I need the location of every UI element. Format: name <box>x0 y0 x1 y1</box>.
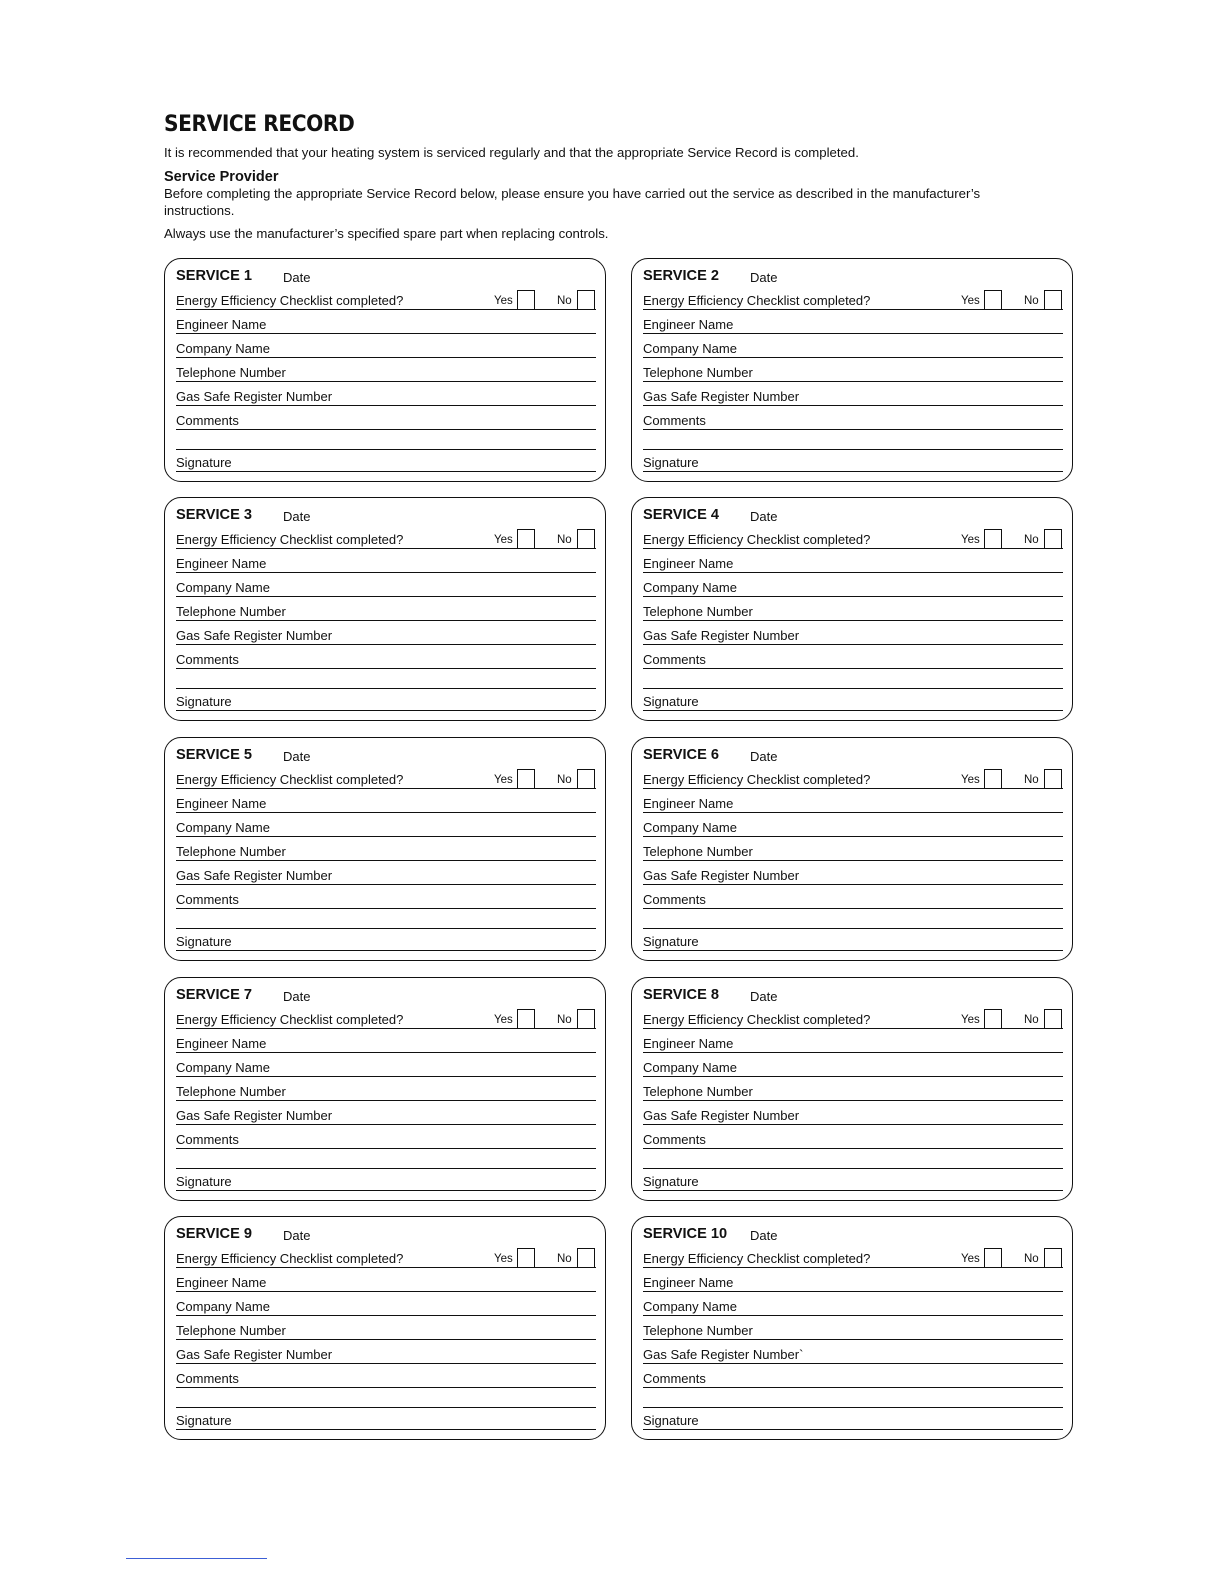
yes-label: Yes <box>961 1014 980 1026</box>
comments-label: Comments <box>643 413 706 428</box>
yes-label: Yes <box>494 1014 513 1026</box>
engineer-name-label: Engineer Name <box>176 1036 267 1051</box>
service-number-label: SERVICE 9 <box>176 1226 252 1242</box>
no-label: No <box>1024 1253 1039 1265</box>
telephone-number-field[interactable] <box>643 843 1063 861</box>
company-name-label: Company Name <box>176 341 270 356</box>
company-name-field[interactable] <box>176 819 596 837</box>
signature-field[interactable] <box>643 454 1063 472</box>
engineer-name-field[interactable] <box>176 1035 596 1053</box>
comments-label: Comments <box>643 1371 706 1386</box>
no-checkbox[interactable] <box>577 1009 595 1028</box>
service-number-label: SERVICE 4 <box>643 507 719 523</box>
engineer-name-label: Engineer Name <box>176 796 267 811</box>
no-label: No <box>557 774 572 786</box>
signature-label: Signature <box>643 455 699 470</box>
date-label: Date <box>283 989 311 1004</box>
service-header <box>643 268 1063 284</box>
telephone-number-label: Telephone Number <box>176 844 286 859</box>
service-header <box>176 747 596 763</box>
yes-label: Yes <box>494 534 513 546</box>
telephone-number-label: Telephone Number <box>643 604 753 619</box>
signature-field[interactable] <box>643 933 1063 951</box>
yes-label: Yes <box>494 295 513 307</box>
comments-continuation-line[interactable] <box>643 1168 1063 1169</box>
yes-label: Yes <box>961 1253 980 1265</box>
checklist-row <box>643 292 1063 310</box>
comments-label: Comments <box>176 1371 239 1386</box>
engineer-name-label: Engineer Name <box>643 556 734 571</box>
yes-label: Yes <box>961 774 980 786</box>
engineer-name-label: Engineer Name <box>643 796 734 811</box>
service-record-box <box>164 737 606 961</box>
service-provider-heading: Service Provider <box>164 169 279 185</box>
comments-field[interactable] <box>176 1370 596 1388</box>
service-number-label: SERVICE 10 <box>643 1226 728 1242</box>
service-record-box <box>164 977 606 1201</box>
yes-checkbox[interactable] <box>517 769 535 788</box>
checklist-row <box>176 771 596 789</box>
no-label: No <box>1024 1014 1039 1026</box>
company-name-field[interactable] <box>643 340 1063 358</box>
gas-safe-register-field[interactable] <box>643 1346 1063 1364</box>
comments-label: Comments <box>643 652 706 667</box>
spare-part-note: Always use the manufacturer’s specified spare part when replacing controls. <box>164 226 609 241</box>
checklist-label: Energy Efficiency Checklist completed? <box>176 1012 404 1027</box>
company-name-label: Company Name <box>643 341 737 356</box>
gas-safe-register-field[interactable] <box>643 627 1063 645</box>
checklist-row <box>643 531 1063 549</box>
signature-label: Signature <box>643 1413 699 1428</box>
telephone-number-label: Telephone Number <box>176 365 286 380</box>
signature-label: Signature <box>176 455 232 470</box>
date-label: Date <box>283 749 311 764</box>
gas-safe-register-label: Gas Safe Register Number <box>643 628 800 643</box>
comments-label: Comments <box>176 1132 239 1147</box>
telephone-number-label: Telephone Number <box>643 365 753 380</box>
no-label: No <box>1024 774 1039 786</box>
signature-field[interactable] <box>643 1173 1063 1191</box>
service-header <box>176 987 596 1003</box>
no-label: No <box>557 1253 572 1265</box>
yes-label: Yes <box>961 534 980 546</box>
gas-safe-register-label: Gas Safe Register Number <box>176 868 333 883</box>
engineer-name-field[interactable] <box>176 795 596 813</box>
checklist-label: Energy Efficiency Checklist completed? <box>643 293 871 308</box>
engineer-name-label: Engineer Name <box>643 317 734 332</box>
telephone-number-label: Telephone Number <box>643 1084 753 1099</box>
gas-safe-register-label: Gas Safe Register Number <box>176 628 333 643</box>
comments-field[interactable] <box>643 651 1063 669</box>
telephone-number-field[interactable] <box>643 603 1063 621</box>
no-checkbox[interactable] <box>1044 529 1062 548</box>
company-name-field[interactable] <box>176 579 596 597</box>
checklist-label: Energy Efficiency Checklist completed? <box>643 772 871 787</box>
service-record-box <box>631 1216 1073 1440</box>
no-label: No <box>1024 295 1039 307</box>
company-name-field[interactable] <box>643 579 1063 597</box>
signature-label: Signature <box>643 1174 699 1189</box>
gas-safe-register-field[interactable] <box>176 1107 596 1125</box>
checklist-row <box>176 1250 596 1268</box>
yes-checkbox[interactable] <box>984 290 1002 309</box>
comments-continuation-line[interactable] <box>643 928 1063 929</box>
checklist-row <box>176 1011 596 1029</box>
no-checkbox[interactable] <box>1044 1248 1062 1267</box>
comments-field[interactable] <box>176 1131 596 1149</box>
comments-continuation-line[interactable] <box>176 1168 596 1169</box>
checklist-label: Energy Efficiency Checklist completed? <box>643 532 871 547</box>
comments-label: Comments <box>643 1132 706 1147</box>
signature-label: Signature <box>643 934 699 949</box>
checklist-row <box>643 771 1063 789</box>
comments-continuation-line[interactable] <box>176 688 596 689</box>
telephone-number-field[interactable] <box>176 1083 596 1101</box>
engineer-name-label: Engineer Name <box>176 556 267 571</box>
yes-checkbox[interactable] <box>517 1248 535 1267</box>
no-label: No <box>557 1014 572 1026</box>
company-name-field[interactable] <box>643 1298 1063 1316</box>
no-checkbox[interactable] <box>1044 1009 1062 1028</box>
gas-safe-register-field[interactable] <box>176 1346 596 1364</box>
service-record-box <box>164 258 606 482</box>
checklist-label: Energy Efficiency Checklist completed? <box>176 293 404 308</box>
gas-safe-register-label: Gas Safe Register Number <box>643 389 800 404</box>
comments-field[interactable] <box>176 412 596 430</box>
company-name-label: Company Name <box>643 820 737 835</box>
service-record-box <box>631 497 1073 721</box>
yes-checkbox[interactable] <box>517 1009 535 1028</box>
footer-rule <box>126 1558 267 1559</box>
date-label: Date <box>283 509 311 524</box>
no-checkbox[interactable] <box>577 769 595 788</box>
checklist-row <box>643 1011 1063 1029</box>
no-checkbox[interactable] <box>1044 769 1062 788</box>
gas-safe-register-field[interactable] <box>643 1107 1063 1125</box>
no-checkbox[interactable] <box>577 529 595 548</box>
gas-safe-register-label: Gas Safe Register Number <box>643 868 800 883</box>
service-provider-text: Before completing the appropriate Service Record below, please ensure you have carried out the service as described in the manufacturer’s instructions. <box>164 186 981 218</box>
yes-checkbox[interactable] <box>984 769 1002 788</box>
service-record-box <box>631 258 1073 482</box>
comments-continuation-line[interactable] <box>176 928 596 929</box>
engineer-name-label: Engineer Name <box>643 1036 734 1051</box>
signature-label: Signature <box>643 694 699 709</box>
engineer-name-field[interactable] <box>643 1035 1063 1053</box>
checklist-row <box>176 292 596 310</box>
no-label: No <box>1024 534 1039 546</box>
service-header <box>643 507 1063 523</box>
service-header <box>643 1226 1063 1242</box>
telephone-number-field[interactable] <box>176 364 596 382</box>
engineer-name-field[interactable] <box>643 555 1063 573</box>
signature-label: Signature <box>176 934 232 949</box>
comments-field[interactable] <box>643 1131 1063 1149</box>
engineer-name-field[interactable] <box>643 316 1063 334</box>
gas-safe-register-label: Gas Safe Register Number <box>176 1108 333 1123</box>
gas-safe-register-label: Gas Safe Register Number <box>176 1347 333 1362</box>
engineer-name-label: Engineer Name <box>176 1275 267 1290</box>
service-header <box>176 1226 596 1242</box>
service-number-label: SERVICE 8 <box>643 987 719 1003</box>
company-name-field[interactable] <box>176 1298 596 1316</box>
telephone-number-field[interactable] <box>176 603 596 621</box>
telephone-number-label: Telephone Number <box>176 1323 286 1338</box>
signature-field[interactable] <box>176 933 596 951</box>
yes-label: Yes <box>494 774 513 786</box>
telephone-number-field[interactable] <box>643 1322 1063 1340</box>
comments-continuation-line[interactable] <box>643 449 1063 450</box>
service-record-box <box>164 497 606 721</box>
checklist-label: Energy Efficiency Checklist completed? <box>643 1012 871 1027</box>
company-name-label: Company Name <box>643 1299 737 1314</box>
telephone-number-label: Telephone Number <box>643 1323 753 1338</box>
gas-safe-register-field[interactable] <box>643 388 1063 406</box>
engineer-name-field[interactable] <box>176 1274 596 1292</box>
service-header <box>643 747 1063 763</box>
comments-continuation-line[interactable] <box>176 449 596 450</box>
service-record-box <box>631 977 1073 1201</box>
company-name-label: Company Name <box>176 820 270 835</box>
comments-label: Comments <box>176 652 239 667</box>
comments-continuation-line[interactable] <box>643 688 1063 689</box>
date-label: Date <box>750 989 778 1004</box>
engineer-name-field[interactable] <box>176 316 596 334</box>
company-name-label: Company Name <box>643 580 737 595</box>
company-name-field[interactable] <box>643 819 1063 837</box>
date-label: Date <box>750 270 778 285</box>
engineer-name-label: Engineer Name <box>643 1275 734 1290</box>
no-checkbox[interactable] <box>577 290 595 309</box>
service-header <box>643 987 1063 1003</box>
telephone-number-field[interactable] <box>176 1322 596 1340</box>
no-checkbox[interactable] <box>1044 290 1062 309</box>
engineer-name-label: Engineer Name <box>176 317 267 332</box>
engineer-name-field[interactable] <box>643 795 1063 813</box>
date-label: Date <box>283 270 311 285</box>
signature-label: Signature <box>176 694 232 709</box>
service-number-label: SERVICE 1 <box>176 268 252 284</box>
gas-safe-register-field[interactable] <box>176 627 596 645</box>
service-header <box>176 507 596 523</box>
yes-label: Yes <box>961 295 980 307</box>
company-name-label: Company Name <box>176 1060 270 1075</box>
telephone-number-field[interactable] <box>176 843 596 861</box>
comments-field[interactable] <box>176 651 596 669</box>
checklist-label: Energy Efficiency Checklist completed? <box>176 532 404 547</box>
telephone-number-label: Telephone Number <box>176 604 286 619</box>
signature-label: Signature <box>176 1413 232 1428</box>
service-record-box <box>164 1216 606 1440</box>
checklist-label: Energy Efficiency Checklist completed? <box>643 1251 871 1266</box>
yes-label: Yes <box>494 1253 513 1265</box>
telephone-number-label: Telephone Number <box>176 1084 286 1099</box>
service-number-label: SERVICE 5 <box>176 747 252 763</box>
company-name-field[interactable] <box>643 1059 1063 1077</box>
no-label: No <box>557 534 572 546</box>
comments-continuation-line[interactable] <box>643 1407 1063 1408</box>
checklist-row <box>643 1250 1063 1268</box>
service-number-label: SERVICE 7 <box>176 987 252 1003</box>
telephone-number-field[interactable] <box>643 1083 1063 1101</box>
checklist-label: Energy Efficiency Checklist completed? <box>176 1251 404 1266</box>
intro-text: It is recommended that your heating system is serviced regularly and that the appropriate Service Record is completed. <box>164 145 859 160</box>
checklist-row <box>176 531 596 549</box>
date-label: Date <box>750 749 778 764</box>
yes-checkbox[interactable] <box>984 1009 1002 1028</box>
service-number-label: SERVICE 6 <box>643 747 719 763</box>
signature-field[interactable] <box>643 1412 1063 1430</box>
company-name-label: Company Name <box>176 580 270 595</box>
engineer-name-field[interactable] <box>643 1274 1063 1292</box>
service-record-box <box>631 737 1073 961</box>
signature-field[interactable] <box>643 693 1063 711</box>
no-checkbox[interactable] <box>577 1248 595 1267</box>
company-name-label: Company Name <box>176 1299 270 1314</box>
checklist-label: Energy Efficiency Checklist completed? <box>176 772 404 787</box>
yes-checkbox[interactable] <box>984 1248 1002 1267</box>
service-number-label: SERVICE 3 <box>176 507 252 523</box>
telephone-number-label: Telephone Number <box>643 844 753 859</box>
comments-label: Comments <box>176 892 239 907</box>
comments-field[interactable] <box>643 1370 1063 1388</box>
gas-safe-register-label: Gas Safe Register Number <box>176 389 333 404</box>
signature-field[interactable] <box>176 693 596 711</box>
signature-field[interactable] <box>176 1173 596 1191</box>
service-header <box>176 268 596 284</box>
date-label: Date <box>283 1228 311 1243</box>
comments-field[interactable] <box>643 412 1063 430</box>
page-title: SERVICE RECORD <box>164 112 355 137</box>
company-name-field[interactable] <box>176 340 596 358</box>
engineer-name-field[interactable] <box>176 555 596 573</box>
signature-label: Signature <box>176 1174 232 1189</box>
gas-safe-register-field[interactable] <box>176 388 596 406</box>
company-name-field[interactable] <box>176 1059 596 1077</box>
signature-field[interactable] <box>176 1412 596 1430</box>
gas-safe-register-field[interactable] <box>176 867 596 885</box>
telephone-number-field[interactable] <box>643 364 1063 382</box>
gas-safe-register-label: Gas Safe Register Number <box>643 1108 800 1123</box>
company-name-label: Company Name <box>643 1060 737 1075</box>
gas-safe-register-field[interactable] <box>643 867 1063 885</box>
date-label: Date <box>750 1228 778 1243</box>
comments-label: Comments <box>643 892 706 907</box>
comments-field[interactable] <box>176 891 596 909</box>
yes-checkbox[interactable] <box>517 529 535 548</box>
comments-label: Comments <box>176 413 239 428</box>
comments-field[interactable] <box>643 891 1063 909</box>
signature-field[interactable] <box>176 454 596 472</box>
yes-checkbox[interactable] <box>984 529 1002 548</box>
comments-continuation-line[interactable] <box>176 1407 596 1408</box>
no-label: No <box>557 295 572 307</box>
service-number-label: SERVICE 2 <box>643 268 719 284</box>
date-label: Date <box>750 509 778 524</box>
yes-checkbox[interactable] <box>517 290 535 309</box>
gas-safe-register-label: Gas Safe Register Number` <box>643 1347 804 1362</box>
